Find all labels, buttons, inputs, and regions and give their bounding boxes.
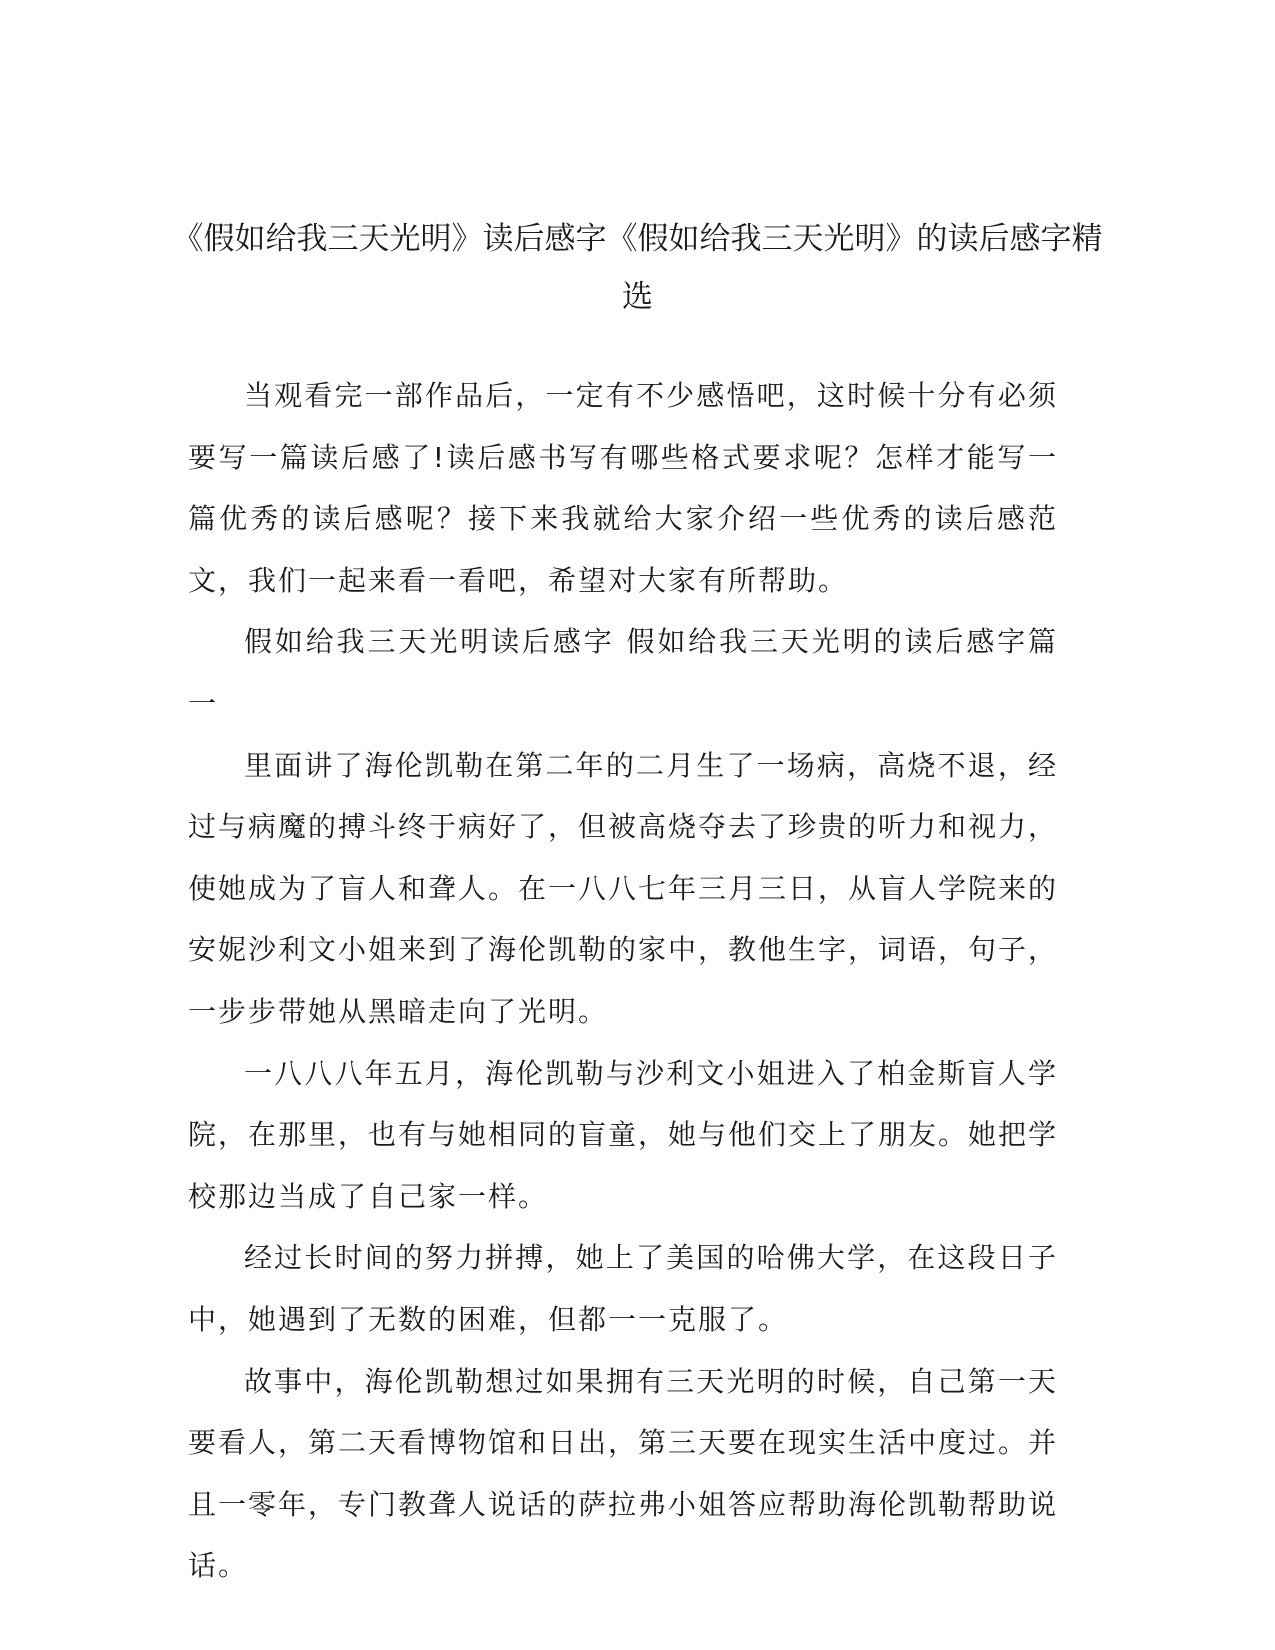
paragraph: 经过长时间的努力拼搏，她上了美国的哈佛大学，在这段日子中，她遇到了无数的困难，但都一一克服了。 bbox=[188, 1241, 1058, 1336]
document-body bbox=[188, 365, 1058, 1597]
section-heading: 假如给我三天光明读后感字 假如给我三天光明的读后感字篇一 bbox=[188, 625, 1058, 720]
paragraph: 一八八八年五月，海伦凯勒与沙利文小姐进入了柏金斯盲人学院，在那里，也有与她相同的盲童，她与他们交上了朋友。她把学校那边当成了自己家一样。 bbox=[188, 1056, 1059, 1213]
document-title: 《假如给我三天光明》读后感字《假如给我三天光明》的读后感字精选 bbox=[172, 221, 1103, 315]
paragraph-intro: 当观看完一部作品后，一定有不少感悟吧，这时候十分有必须要写一篇读后感了!读后感书写有哪些格式要求呢？怎样才能写一篇优秀的读后感呢？接下来我就给大家介绍一些优秀的读后感范文，我们一起来看一看吧，希望对大家有所帮助。 bbox=[188, 379, 1058, 597]
paragraph: 里面讲了海伦凯勒在第二年的二月生了一场病，高烧不退，经过与病魔的搏斗终于病好了，但被高烧夺去了珍贵的听力和视力，使她成为了盲人和聋人。在一八八七年三月三日，从盲人学院来的安妮沙利文小姐来到了海伦凯勒的家中，教他生字，词语，句子，一步步带她从黑暗走向了光明。 bbox=[188, 748, 1059, 1028]
paragraph: 故事中，海伦凯勒想过如果拥有三天光明的时候，自己第一天要看人，第二天看博物馆和日出，第三天要在现实生活中度过。并且一零年，专门教聋人说话的萨拉弗小姐答应帮助海伦凯勒帮助说话。 bbox=[188, 1364, 1059, 1583]
